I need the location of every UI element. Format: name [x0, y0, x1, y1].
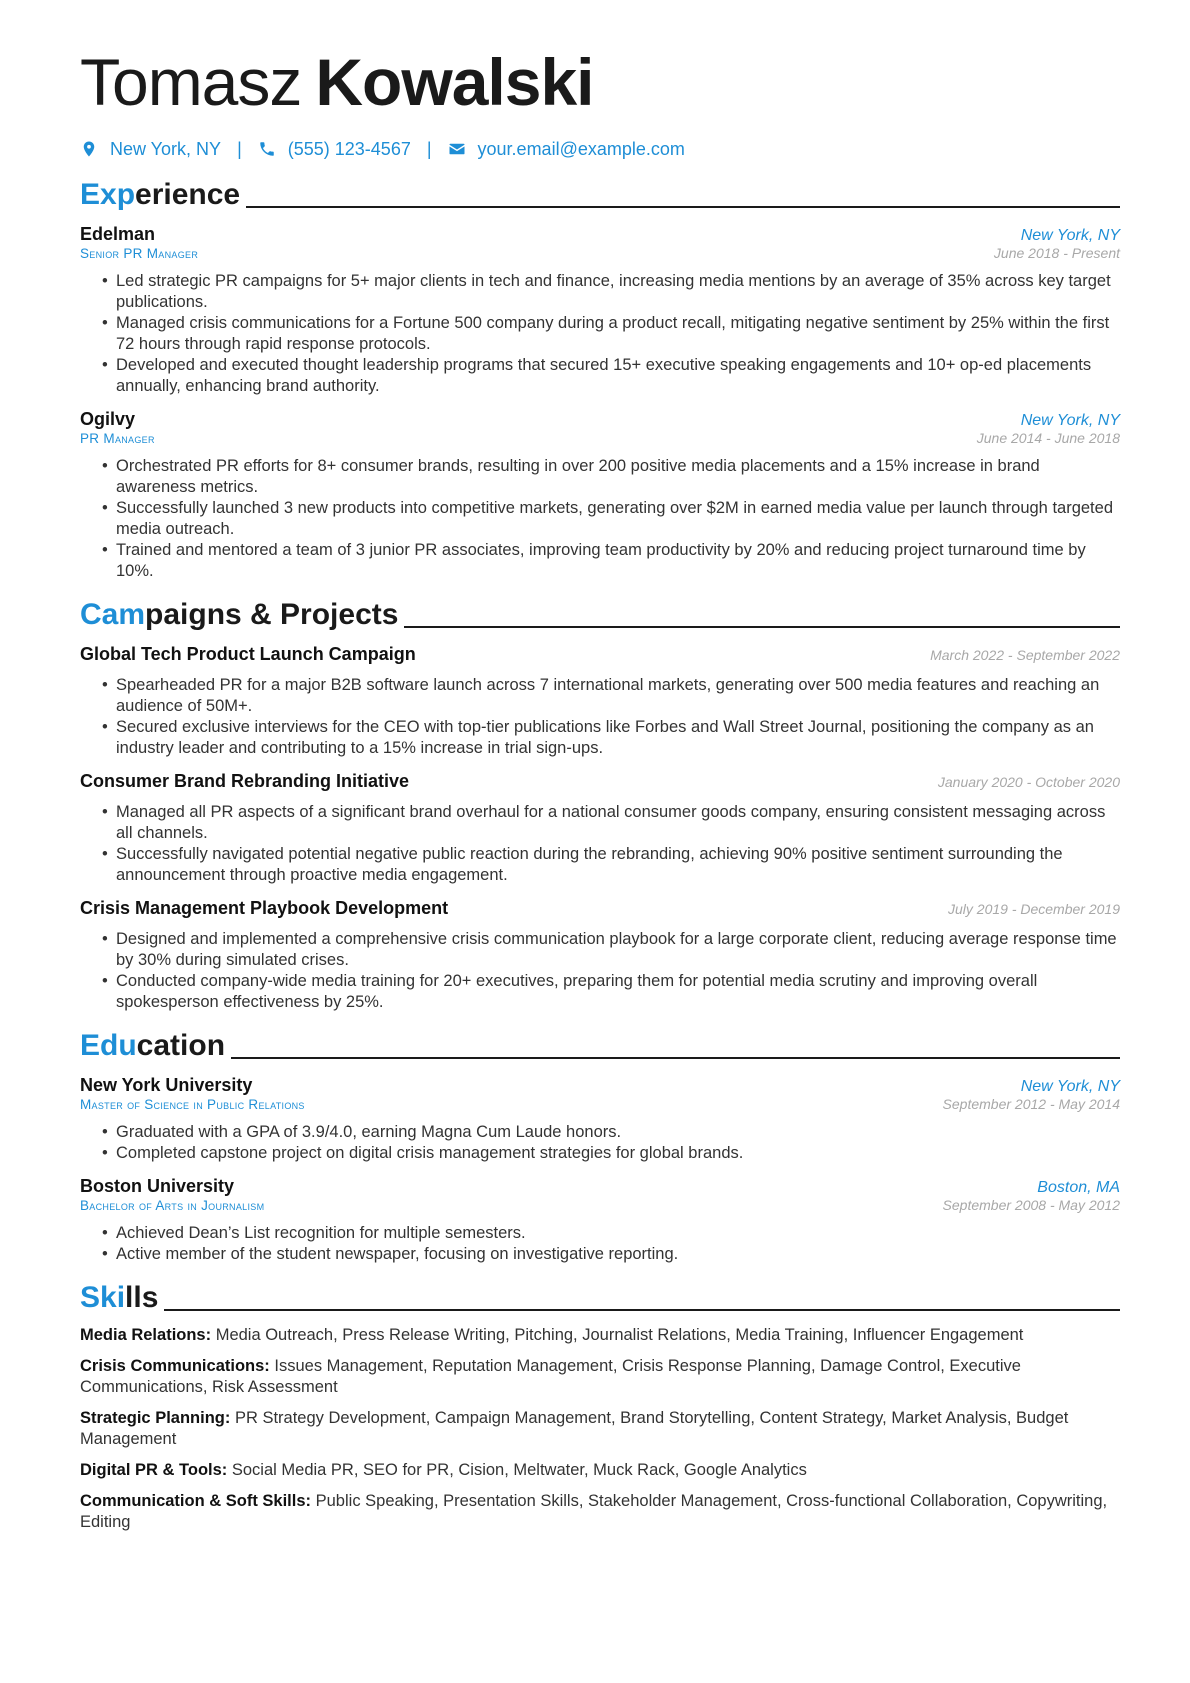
project-title: Crisis Management Playbook Development — [80, 898, 449, 918]
bullet-item: • Orchestrated PR efforts for 8+ consumer brands, resulting in over 200 positive media placements and a 15% increase in brand awareness metrics. — [102, 456, 1120, 498]
skill-category: Digital PR & Tools: — [80, 1461, 228, 1479]
phone-icon — [258, 140, 276, 158]
candidate-name — [80, 44, 1120, 120]
bullet-item: • Trained and mentored a team of 3 junior PR associates, improving team productivity by 20% and reducing project turnaround time by 10%. — [102, 540, 1120, 582]
entry-dates: March 2022 - September 2022 — [930, 647, 1120, 663]
bullet-item: • Secured exclusive interviews for the CEO with top-tier publications like Forbes and Wall Street Journal, positioning the company as an industry leader and contributing to a 15% increase in trial sign-ups. — [102, 717, 1120, 759]
education-entry — [80, 1176, 1120, 1265]
experience-entry — [80, 224, 1120, 397]
section-rule — [404, 626, 1120, 628]
experience-entry — [80, 409, 1120, 582]
section-title-rest: erience — [135, 178, 241, 211]
location-text: New York, NY — [110, 138, 222, 159]
bullet-item: • Completed capstone project on digital crisis management strategies for global brands. — [102, 1143, 1120, 1164]
bullet-item: • Developed and executed thought leadership programs that secured 15+ executive speaking engagements and 10+ op-ed placements annually, enhancing brand authority. — [102, 355, 1120, 397]
contact-email[interactable] — [448, 139, 685, 160]
skill-row — [80, 1491, 1120, 1533]
first-name: Tomasz — [80, 45, 302, 119]
entry-location: New York, NY — [1020, 1078, 1120, 1095]
bullet-list — [80, 456, 1120, 582]
bullet-item: • Conducted company-wide media training for 20+ executives, preparing them for potential media scrutiny and improving overall spokesperson effectiveness by 25%. — [102, 971, 1120, 1013]
bullet-item: • Graduated with a GPA of 3.9/4.0, earning Magna Cum Laude honors. — [102, 1122, 1120, 1143]
bullet-item: • Managed all PR aspects of a significant brand overhaul for a national consumer goods company, ensuring consistent messaging across all channels. — [102, 802, 1120, 844]
bullet-item: • Successfully launched 3 new products into competitive markets, generating over $2M in earned media value per launch through targeted media outreach. — [102, 498, 1120, 540]
contact-location — [80, 139, 221, 160]
skill-row — [80, 1356, 1120, 1398]
bullet-list — [80, 1122, 1120, 1164]
entry-dates: July 2019 - December 2019 — [948, 901, 1120, 917]
section-title-rest: cation — [136, 1029, 226, 1062]
section-title-accent: Ski — [80, 1281, 126, 1314]
skill-values: Social Media PR, SEO for PR, Cision, Meltwater, Muck Rack, Google Analytics — [231, 1461, 807, 1479]
bullet-item: • Spearheaded PR for a major B2B software launch across 7 international markets, generating over 500 media features and reaching an audience of 50M+. — [102, 675, 1120, 717]
school-name: New York University — [80, 1075, 253, 1095]
email-text: your.email@example.com — [477, 138, 685, 159]
entry-dates: January 2020 - October 2020 — [937, 774, 1120, 790]
job-title: Senior PR Manager — [80, 246, 199, 261]
skill-row — [80, 1408, 1120, 1450]
school-name: Boston University — [80, 1176, 235, 1196]
contact-separator: | — [237, 138, 242, 159]
skill-values: Issues Management, Reputation Management, Crisis Response Planning, Damage Control, Executive Communications, Risk Assessment — [80, 1357, 1021, 1396]
bullet-item: • Managed crisis communications for a Fortune 500 company during a product recall, mitigating negative sentiment by 25% within the first 72 hours through rapid response protocols. — [102, 313, 1120, 355]
section-campaigns-title — [80, 592, 1120, 632]
project-entry — [80, 898, 1120, 1013]
contact-separator: | — [426, 138, 432, 159]
entry-dates: June 2014 - June 2018 — [976, 430, 1120, 446]
skill-category: Communication & Soft Skills: — [80, 1492, 312, 1510]
skill-values: PR Strategy Development, Campaign Management, Brand Storytelling, Content Strategy, Market Analysis, Budget Management — [80, 1409, 1069, 1448]
section-title-accent: Exp — [80, 178, 136, 211]
skill-category: Strategic Planning: — [80, 1409, 231, 1427]
skill-category: Media Relations: — [80, 1326, 212, 1344]
contact-bar — [80, 136, 1120, 162]
degree-title: Bachelor of Arts in Journalism — [80, 1198, 265, 1213]
job-title: PR Manager — [80, 431, 155, 446]
section-title-rest: lls — [125, 1281, 159, 1314]
entry-dates: September 2008 - May 2012 — [942, 1197, 1120, 1213]
bullet-list — [80, 1223, 1120, 1265]
section-skills-title — [80, 1275, 1120, 1315]
project-title: Consumer Brand Rebranding Initiative — [80, 771, 410, 791]
education-entry — [80, 1075, 1120, 1164]
last-name: Kowalski — [315, 45, 594, 119]
entry-dates: September 2012 - May 2014 — [942, 1096, 1120, 1112]
entry-location: New York, NY — [1020, 227, 1120, 244]
envelope-icon — [448, 140, 466, 158]
bullet-item: • Led strategic PR campaigns for 5+ major clients in tech and finance, increasing media mentions by an average of 35% across key target publications. — [102, 271, 1120, 313]
company-name: Ogilvy — [80, 409, 136, 429]
section-title-rest: paigns & Projects — [145, 598, 399, 631]
bullet-item: • Designed and implemented a comprehensive crisis communication playbook for a large corporate client, reducing average response time by 30% during simulated crises. — [102, 929, 1120, 971]
section-rule — [231, 1057, 1120, 1059]
section-rule — [164, 1309, 1120, 1311]
bullet-list — [80, 802, 1120, 886]
section-rule — [246, 206, 1120, 208]
resume-page — [80, 44, 1120, 1543]
project-title: Global Tech Product Launch Campaign — [80, 644, 416, 664]
entry-dates: June 2018 - Present — [993, 245, 1120, 261]
skill-values: Public Speaking, Presentation Skills, Stakeholder Management, Cross-functional Collaboration, Copywriting, Editing — [80, 1492, 1108, 1531]
skills-list — [80, 1325, 1120, 1533]
section-title-accent: Edu — [80, 1029, 137, 1062]
project-entry — [80, 771, 1120, 886]
bullet-item: • Active member of the student newspaper, focusing on investigative reporting. — [102, 1244, 1120, 1265]
phone-text: (555) 123-4567 — [287, 138, 411, 159]
company-name: Edelman — [80, 224, 156, 244]
skill-row — [80, 1460, 1120, 1481]
section-education-title — [80, 1023, 1120, 1063]
entry-location: New York, NY — [1020, 412, 1120, 429]
skill-values: Media Outreach, Press Release Writing, Pitching, Journalist Relations, Media Training, Influencer Engagement — [215, 1326, 1024, 1344]
skill-category: Crisis Communications: — [80, 1357, 270, 1375]
bullet-list — [80, 929, 1120, 1013]
section-experience-title — [80, 172, 1120, 212]
degree-title: Master of Science in Public Relations — [80, 1097, 305, 1112]
entry-location: Boston, MA — [1037, 1179, 1120, 1196]
skill-row — [80, 1325, 1120, 1346]
bullet-item: • Achieved Dean’s List recognition for multiple semesters. — [102, 1223, 1120, 1244]
bullet-list — [80, 271, 1120, 397]
map-pin-icon — [80, 140, 98, 158]
contact-phone[interactable] — [258, 139, 411, 160]
section-title-accent: Cam — [80, 598, 146, 631]
bullet-list — [80, 675, 1120, 759]
bullet-item: • Successfully navigated potential negative public reaction during the rebranding, achieving 90% positive sentiment surrounding the announcement through proactive media engagement. — [102, 844, 1120, 886]
project-entry — [80, 644, 1120, 759]
